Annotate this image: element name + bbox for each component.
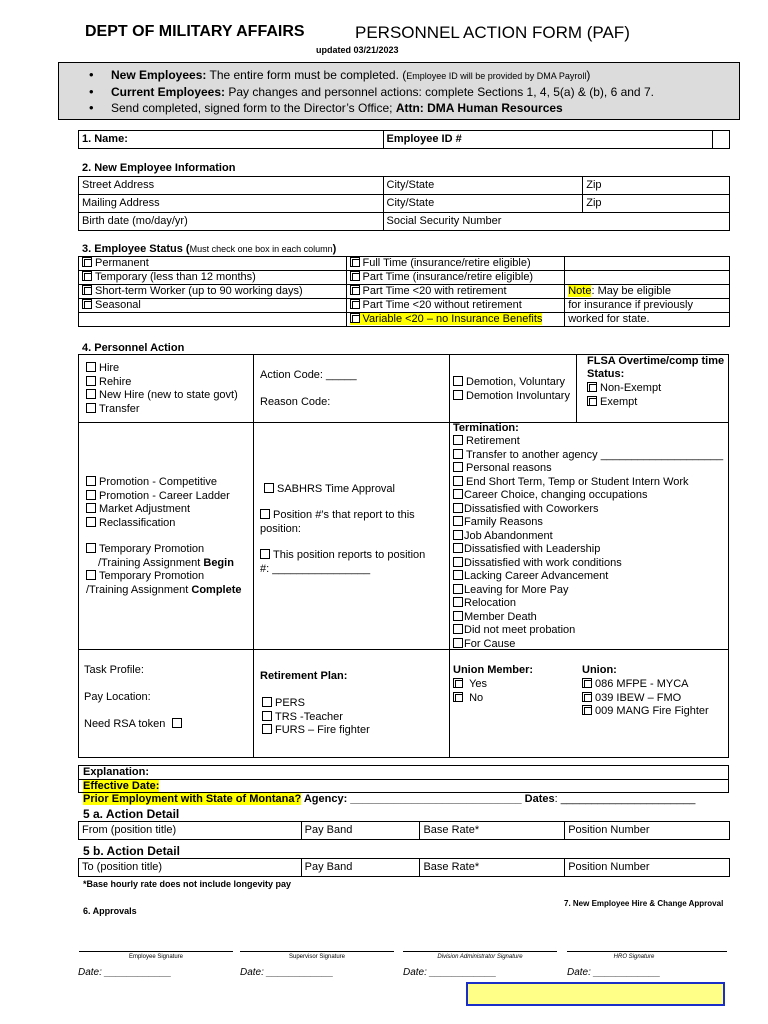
term-family[interactable]: Family Reasons <box>453 516 723 530</box>
reclassification-checkbox[interactable]: Reclassification <box>86 517 230 531</box>
section-1-table <box>78 130 730 149</box>
checkbox-icon[interactable] <box>82 271 92 281</box>
checkbox-icon[interactable] <box>453 390 463 400</box>
retirement-plan-title: Retirement Plan: <box>260 670 348 682</box>
term-career-advancement[interactable]: Lacking Career Advancement <box>453 570 723 584</box>
section-5a-table <box>78 821 730 840</box>
to-pay-band[interactable]: Pay Band <box>301 859 420 877</box>
retirement-options <box>262 697 370 738</box>
section-3-table <box>78 256 730 327</box>
instruction-new: • New Employees: The entire form must be completed. (Employee ID will be provided by DMA Payroll) <box>89 67 739 84</box>
supervisor-date[interactable]: Date: ____________ <box>240 967 334 978</box>
checkbox-icon[interactable] <box>86 476 96 486</box>
term-end-short-term[interactable]: End Short Term, Temp or Student Intern Work <box>453 476 723 490</box>
union-mang-checkbox[interactable]: 009 MANG Fire Fighter <box>582 705 709 719</box>
demotion-options <box>453 376 570 403</box>
note-line-3: worked for state. <box>565 313 730 327</box>
checkbox-icon[interactable] <box>86 517 96 527</box>
checkbox-icon[interactable] <box>453 638 463 648</box>
birth-date-field[interactable]: Birth date (mo/day/yr) <box>79 213 384 231</box>
status-part-time-retirement[interactable]: Part Time <20 with retirement <box>346 285 565 299</box>
status-part-time-no-retirement[interactable]: Part Time <20 without retirement <box>346 299 565 313</box>
term-transfer[interactable]: Transfer to another agency ____________________ <box>453 449 723 463</box>
checkbox-icon[interactable] <box>453 557 463 567</box>
temp-promotion-begin-checkbox[interactable]: Temporary Promotion <box>86 543 242 557</box>
term-leadership[interactable]: Dissatisfied with Leadership <box>453 543 723 557</box>
status-seasonal[interactable]: Seasonal <box>79 299 347 313</box>
to-position-number[interactable]: Position Number <box>565 859 730 877</box>
hro-date[interactable]: Date: ____________ <box>567 967 661 978</box>
checkbox-icon[interactable] <box>350 313 360 323</box>
temp-promotion-complete-checkbox[interactable]: Temporary Promotion <box>86 570 242 584</box>
checkbox-icon[interactable] <box>453 543 463 553</box>
checkbox-icon[interactable] <box>582 692 592 702</box>
zip-field[interactable]: Zip <box>583 177 730 195</box>
union-no-checkbox[interactable]: No <box>453 692 487 706</box>
transfer-checkbox[interactable]: Transfer <box>86 403 238 417</box>
action-code[interactable]: Action Code: _____ <box>260 369 357 381</box>
furs-checkbox[interactable]: FURS – Fire fighter <box>262 724 370 738</box>
prior-employment[interactable]: Prior Employment with State of Montana? Agency: ____________________________ Dates: ______________________ <box>83 793 696 805</box>
city-state-field[interactable]: City/State <box>383 177 583 195</box>
from-position-number[interactable]: Position Number <box>565 822 730 840</box>
term-probation[interactable]: Did not meet probation <box>453 624 723 638</box>
employee-signature-label: Employee Signature <box>128 954 184 960</box>
note-line-1: Note: May be eligible <box>565 285 730 299</box>
checkbox-icon[interactable] <box>262 697 272 707</box>
sabhrs-checkbox[interactable]: SABHRS Time Approval <box>264 483 395 495</box>
checkbox-icon[interactable] <box>453 462 463 472</box>
checkbox-icon[interactable] <box>350 257 360 267</box>
hro-approval-box[interactable] <box>466 982 725 1006</box>
union-title: Union: <box>582 664 617 676</box>
status-empty <box>79 313 347 327</box>
section-2-table <box>78 176 730 231</box>
term-career-choice[interactable]: Career Choice, changing occupations <box>453 489 723 503</box>
checkbox-icon[interactable] <box>453 624 463 634</box>
position-reports-field[interactable]: Position #’s that report to this position: <box>260 509 415 535</box>
promotion-career-ladder-checkbox[interactable]: Promotion - Career Ladder <box>86 490 230 504</box>
from-position-title[interactable]: From (position title) <box>79 822 302 840</box>
status-part-time[interactable]: Part Time (insurance/retire eligible) <box>346 271 565 285</box>
promotion-competitive-checkbox[interactable]: Promotion - Competitive <box>86 476 230 490</box>
checkbox-icon[interactable] <box>262 724 272 734</box>
term-coworkers[interactable]: Dissatisfied with Coworkers <box>453 503 723 517</box>
name-field[interactable]: 1. Name: <box>79 131 384 149</box>
employee-signature-line[interactable] <box>79 951 233 952</box>
promotion-options <box>86 476 230 530</box>
checkbox-icon[interactable] <box>350 285 360 295</box>
employee-date[interactable]: Date: ____________ <box>78 967 172 978</box>
hro-signature-label: HRO Signature <box>613 954 655 960</box>
division-admin-signature-label: Division Administrator Signature <box>437 954 523 960</box>
term-personal[interactable]: Personal reasons <box>453 462 723 476</box>
form-title: PERSONNEL ACTION FORM (PAF) <box>355 23 630 42</box>
updated-date: updated 03/21/2023 <box>316 45 399 55</box>
checkbox-icon[interactable] <box>82 285 92 295</box>
section-5b-table <box>78 858 730 877</box>
supervisor-signature-label: Supervisor Signature <box>288 954 346 960</box>
temp-promotion-options <box>86 543 242 597</box>
checkbox-icon[interactable] <box>587 382 597 392</box>
checkbox-icon[interactable] <box>453 376 463 386</box>
instruction-send: • Send completed, signed form to the Director’s Office; Attn: DMA Human Resources <box>89 100 739 116</box>
checkbox-icon[interactable] <box>453 692 463 702</box>
status-full-time[interactable]: Full Time (insurance/retire eligible) <box>346 257 565 271</box>
division-admin-signature-line[interactable] <box>403 951 557 952</box>
employee-id-extra <box>713 131 730 149</box>
employee-id-field[interactable]: Employee ID # <box>383 131 713 149</box>
checkbox-icon[interactable] <box>260 509 270 519</box>
dept-title: DEPT OF MILITARY AFFAIRS <box>85 23 305 40</box>
to-base-rate[interactable]: Base Rate* <box>420 859 565 877</box>
union-ibew-checkbox[interactable]: 039 IBEW – FMO <box>582 692 709 706</box>
checkbox-icon[interactable] <box>350 299 360 309</box>
task-profile[interactable]: Task Profile: <box>84 664 144 676</box>
from-base-rate[interactable]: Base Rate* <box>420 822 565 840</box>
flsa-title: FLSA Overtime/comp time Status: <box>587 355 725 380</box>
checkbox-icon[interactable] <box>262 711 272 721</box>
ssn-field[interactable]: Social Security Number <box>383 213 729 231</box>
term-member-death[interactable]: Member Death <box>453 611 723 625</box>
checkbox-icon[interactable] <box>86 362 96 372</box>
hire-checkbox[interactable]: Hire <box>86 362 238 376</box>
pers-checkbox[interactable]: PERS <box>262 697 370 711</box>
supervisor-signature-line[interactable] <box>240 951 394 952</box>
reason-code[interactable]: Reason Code: <box>260 396 331 408</box>
instruction-current: • Current Employees: Pay changes and personnel actions: complete Sections 1, 4, 5(a) & (b), 6 and 7. <box>89 84 739 100</box>
non-exempt-checkbox[interactable]: Non-Exempt <box>587 382 661 396</box>
demotion-involuntary-checkbox[interactable]: Demotion Involuntary <box>453 390 570 404</box>
section-5a-title: 5 a. Action Detail <box>83 807 180 821</box>
street-address-field[interactable]: Street Address <box>79 177 384 195</box>
mailing-address-field[interactable]: Mailing Address <box>79 195 384 213</box>
checkbox-icon[interactable] <box>582 705 592 715</box>
checkbox-icon[interactable] <box>86 570 96 580</box>
term-retirement[interactable]: Retirement <box>453 435 723 449</box>
checkbox-icon[interactable] <box>82 257 92 267</box>
section-2-title: 2. New Employee Information <box>82 162 236 174</box>
checkbox-icon[interactable] <box>582 678 592 688</box>
effective-date-label: Effective Date: <box>83 780 160 792</box>
section-5b-title: 5 b. Action Detail <box>83 844 180 858</box>
term-for-cause[interactable]: For Cause <box>453 638 723 652</box>
flsa-options <box>587 382 661 409</box>
explanation-label: Explanation: <box>83 766 150 778</box>
union-options <box>582 678 709 719</box>
checkbox-icon[interactable] <box>86 543 96 553</box>
checkbox-icon[interactable] <box>453 449 463 459</box>
term-job-abandonment[interactable]: Job Abandonment <box>453 530 723 544</box>
checkbox-icon[interactable] <box>453 530 463 540</box>
temp-promotion-complete-label: /Training Assignment Complete <box>86 583 242 596</box>
checkbox-icon[interactable] <box>453 678 463 688</box>
new-hire-checkbox[interactable]: New Hire (new to state govt) <box>86 389 238 403</box>
reports-to-field[interactable]: This position reports to position #: ________________ <box>260 549 426 575</box>
checkbox-icon[interactable] <box>86 490 96 500</box>
from-pay-band[interactable]: Pay Band <box>301 822 420 840</box>
checkbox-icon[interactable] <box>587 396 597 406</box>
termination-options <box>453 435 723 651</box>
approvals-title: 6. Approvals <box>83 906 137 916</box>
checkbox-icon[interactable] <box>453 516 463 526</box>
exempt-checkbox[interactable]: Exempt <box>587 396 661 410</box>
rsa-token-field[interactable]: Need RSA token <box>84 718 185 730</box>
checkbox-icon[interactable] <box>453 570 463 580</box>
rehire-checkbox[interactable]: Rehire <box>86 376 238 390</box>
division-admin-date[interactable]: Date: ____________ <box>403 967 497 978</box>
demotion-voluntary-checkbox[interactable]: Demotion, Voluntary <box>453 376 570 390</box>
checkbox-icon[interactable] <box>350 271 360 281</box>
base-rate-footnote: *Base hourly rate does not include longevity pay <box>83 879 292 889</box>
status-variable[interactable]: Variable <20 – no Insurance Benefits <box>346 313 565 327</box>
instructions-box <box>58 62 740 120</box>
trs-checkbox[interactable]: TRS -Teacher <box>262 711 370 725</box>
approval-7-title: 7. New Employee Hire & Change Approval <box>564 899 724 908</box>
term-work-conditions[interactable]: Dissatisfied with work conditions <box>453 557 723 571</box>
effective-date-field[interactable] <box>78 779 729 793</box>
note-cell-empty <box>565 271 730 285</box>
checkbox-icon[interactable] <box>453 435 463 445</box>
union-yes-checkbox[interactable]: Yes <box>453 678 487 692</box>
checkbox-icon[interactable] <box>172 718 182 728</box>
checkbox-icon[interactable] <box>86 403 96 413</box>
explanation-field[interactable] <box>78 765 729 780</box>
section-3-title: 3. Employee Status (Must check one box in each column) <box>82 243 337 255</box>
checkbox-icon[interactable] <box>453 503 463 513</box>
status-permanent[interactable]: Permanent <box>79 257 347 271</box>
checkbox-icon[interactable] <box>453 584 463 594</box>
hro-signature-line[interactable] <box>567 951 727 952</box>
temp-promotion-begin-label: /Training Assignment Begin <box>98 556 234 569</box>
union-member-title: Union Member: <box>453 664 534 676</box>
note-cell-empty <box>565 257 730 271</box>
market-adjustment-checkbox[interactable]: Market Adjustment <box>86 503 230 517</box>
section-4-title: 4. Personnel Action <box>82 342 185 354</box>
checkbox-icon[interactable] <box>86 376 96 386</box>
termination-title: Termination: <box>453 422 519 434</box>
mailing-city-state-field[interactable]: City/State <box>383 195 583 213</box>
union-member-options <box>453 678 487 705</box>
checkbox-icon[interactable] <box>86 389 96 399</box>
term-more-pay[interactable]: Leaving for More Pay <box>453 584 723 598</box>
checkbox-icon[interactable] <box>453 489 463 499</box>
checkbox-icon[interactable] <box>86 503 96 513</box>
term-relocation[interactable]: Relocation <box>453 597 723 611</box>
checkbox-icon[interactable] <box>453 611 463 621</box>
note-line-2: for insurance if previously <box>565 299 730 313</box>
union-mfpe-checkbox[interactable]: 086 MFPE - MYCA <box>582 678 709 692</box>
to-position-title[interactable]: To (position title) <box>79 859 302 877</box>
checkbox-icon[interactable] <box>82 299 92 309</box>
checkbox-icon[interactable] <box>453 597 463 607</box>
pay-location[interactable]: Pay Location: <box>84 691 151 703</box>
checkbox-icon[interactable] <box>264 483 274 493</box>
mailing-zip-field[interactable]: Zip <box>583 195 730 213</box>
status-temporary[interactable]: Temporary (less than 12 months) <box>79 271 347 285</box>
checkbox-icon[interactable] <box>260 549 270 559</box>
status-short-term[interactable]: Short-term Worker (up to 90 working days) <box>79 285 347 299</box>
checkbox-icon[interactable] <box>453 476 463 486</box>
hire-options <box>86 362 238 416</box>
